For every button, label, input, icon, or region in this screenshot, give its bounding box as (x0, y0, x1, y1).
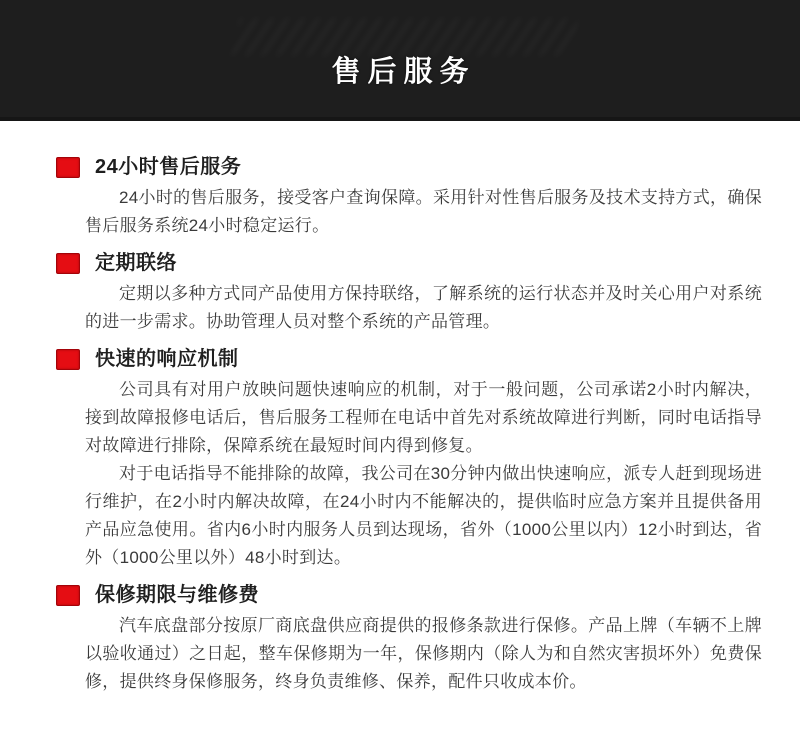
paragraph: 24小时的售后服务，接受客户查询保障。采用针对性售后服务及技术支持方式，确保售后服务系统24小时稳定运行。 (85, 188, 762, 235)
paragraph: 汽车底盘部分按原厂商底盘供应商提供的报修条款进行保修。产品上牌（车辆不上牌以验收通过）之日起，整车保修期为一年，保修期内（除人为和自然灾害损坏外）免费保修，提供终身保修服务，终身负责维修、保养，配件只收成本价。 (85, 616, 762, 691)
section-heading-row (56, 155, 762, 179)
section-heading: 24小时售后服务 (95, 156, 242, 178)
service-section (56, 583, 762, 696)
red-square-bullet-icon (56, 253, 80, 274)
title-banner (0, 0, 800, 121)
section-paragraphs (85, 280, 762, 336)
page-title: 售后服务 (331, 56, 476, 88)
service-section (56, 251, 762, 336)
red-square-bullet-icon (56, 349, 80, 370)
section-heading: 保修期限与维修费 (95, 584, 259, 606)
service-sections (0, 121, 800, 696)
service-section (56, 155, 762, 240)
paragraph: 定期以多种方式同产品使用方保持联络，了解系统的运行状态并及时关心用户对系统的进一步需求。协助管理人员对整个系统的产品管理。 (85, 284, 762, 331)
section-paragraphs (85, 184, 762, 240)
section-heading-row (56, 347, 762, 371)
red-square-bullet-icon (56, 157, 80, 178)
section-paragraphs (85, 376, 762, 572)
paragraph: 对于电话指导不能排除的故障，我公司在30分钟内做出快速响应，派专人赶到现场进行维护，在2小时内解决故障，在24小时内不能解决的，提供临时应急方案并且提供备用产品应急使用。省内6小时内服务人员到达现场，省外（1000公里以内）12小时到达，省外（1000公里以外）48小时到达。 (85, 464, 762, 567)
service-section (56, 347, 762, 572)
section-paragraphs (85, 612, 762, 696)
section-heading: 快速的响应机制 (95, 348, 239, 370)
section-heading: 定期联络 (95, 252, 177, 274)
section-heading-row (56, 583, 762, 607)
section-heading-row (56, 251, 762, 275)
red-square-bullet-icon (56, 585, 80, 606)
paragraph: 公司具有对用户放映问题快速响应的机制，对于一般问题，公司承诺2小时内解决，接到故障报修电话后，售后服务工程师在电话中首先对系统故障进行判断，同时电话指导对故障进行排除，保障系统在最短时间内得到修复。 (85, 380, 762, 455)
